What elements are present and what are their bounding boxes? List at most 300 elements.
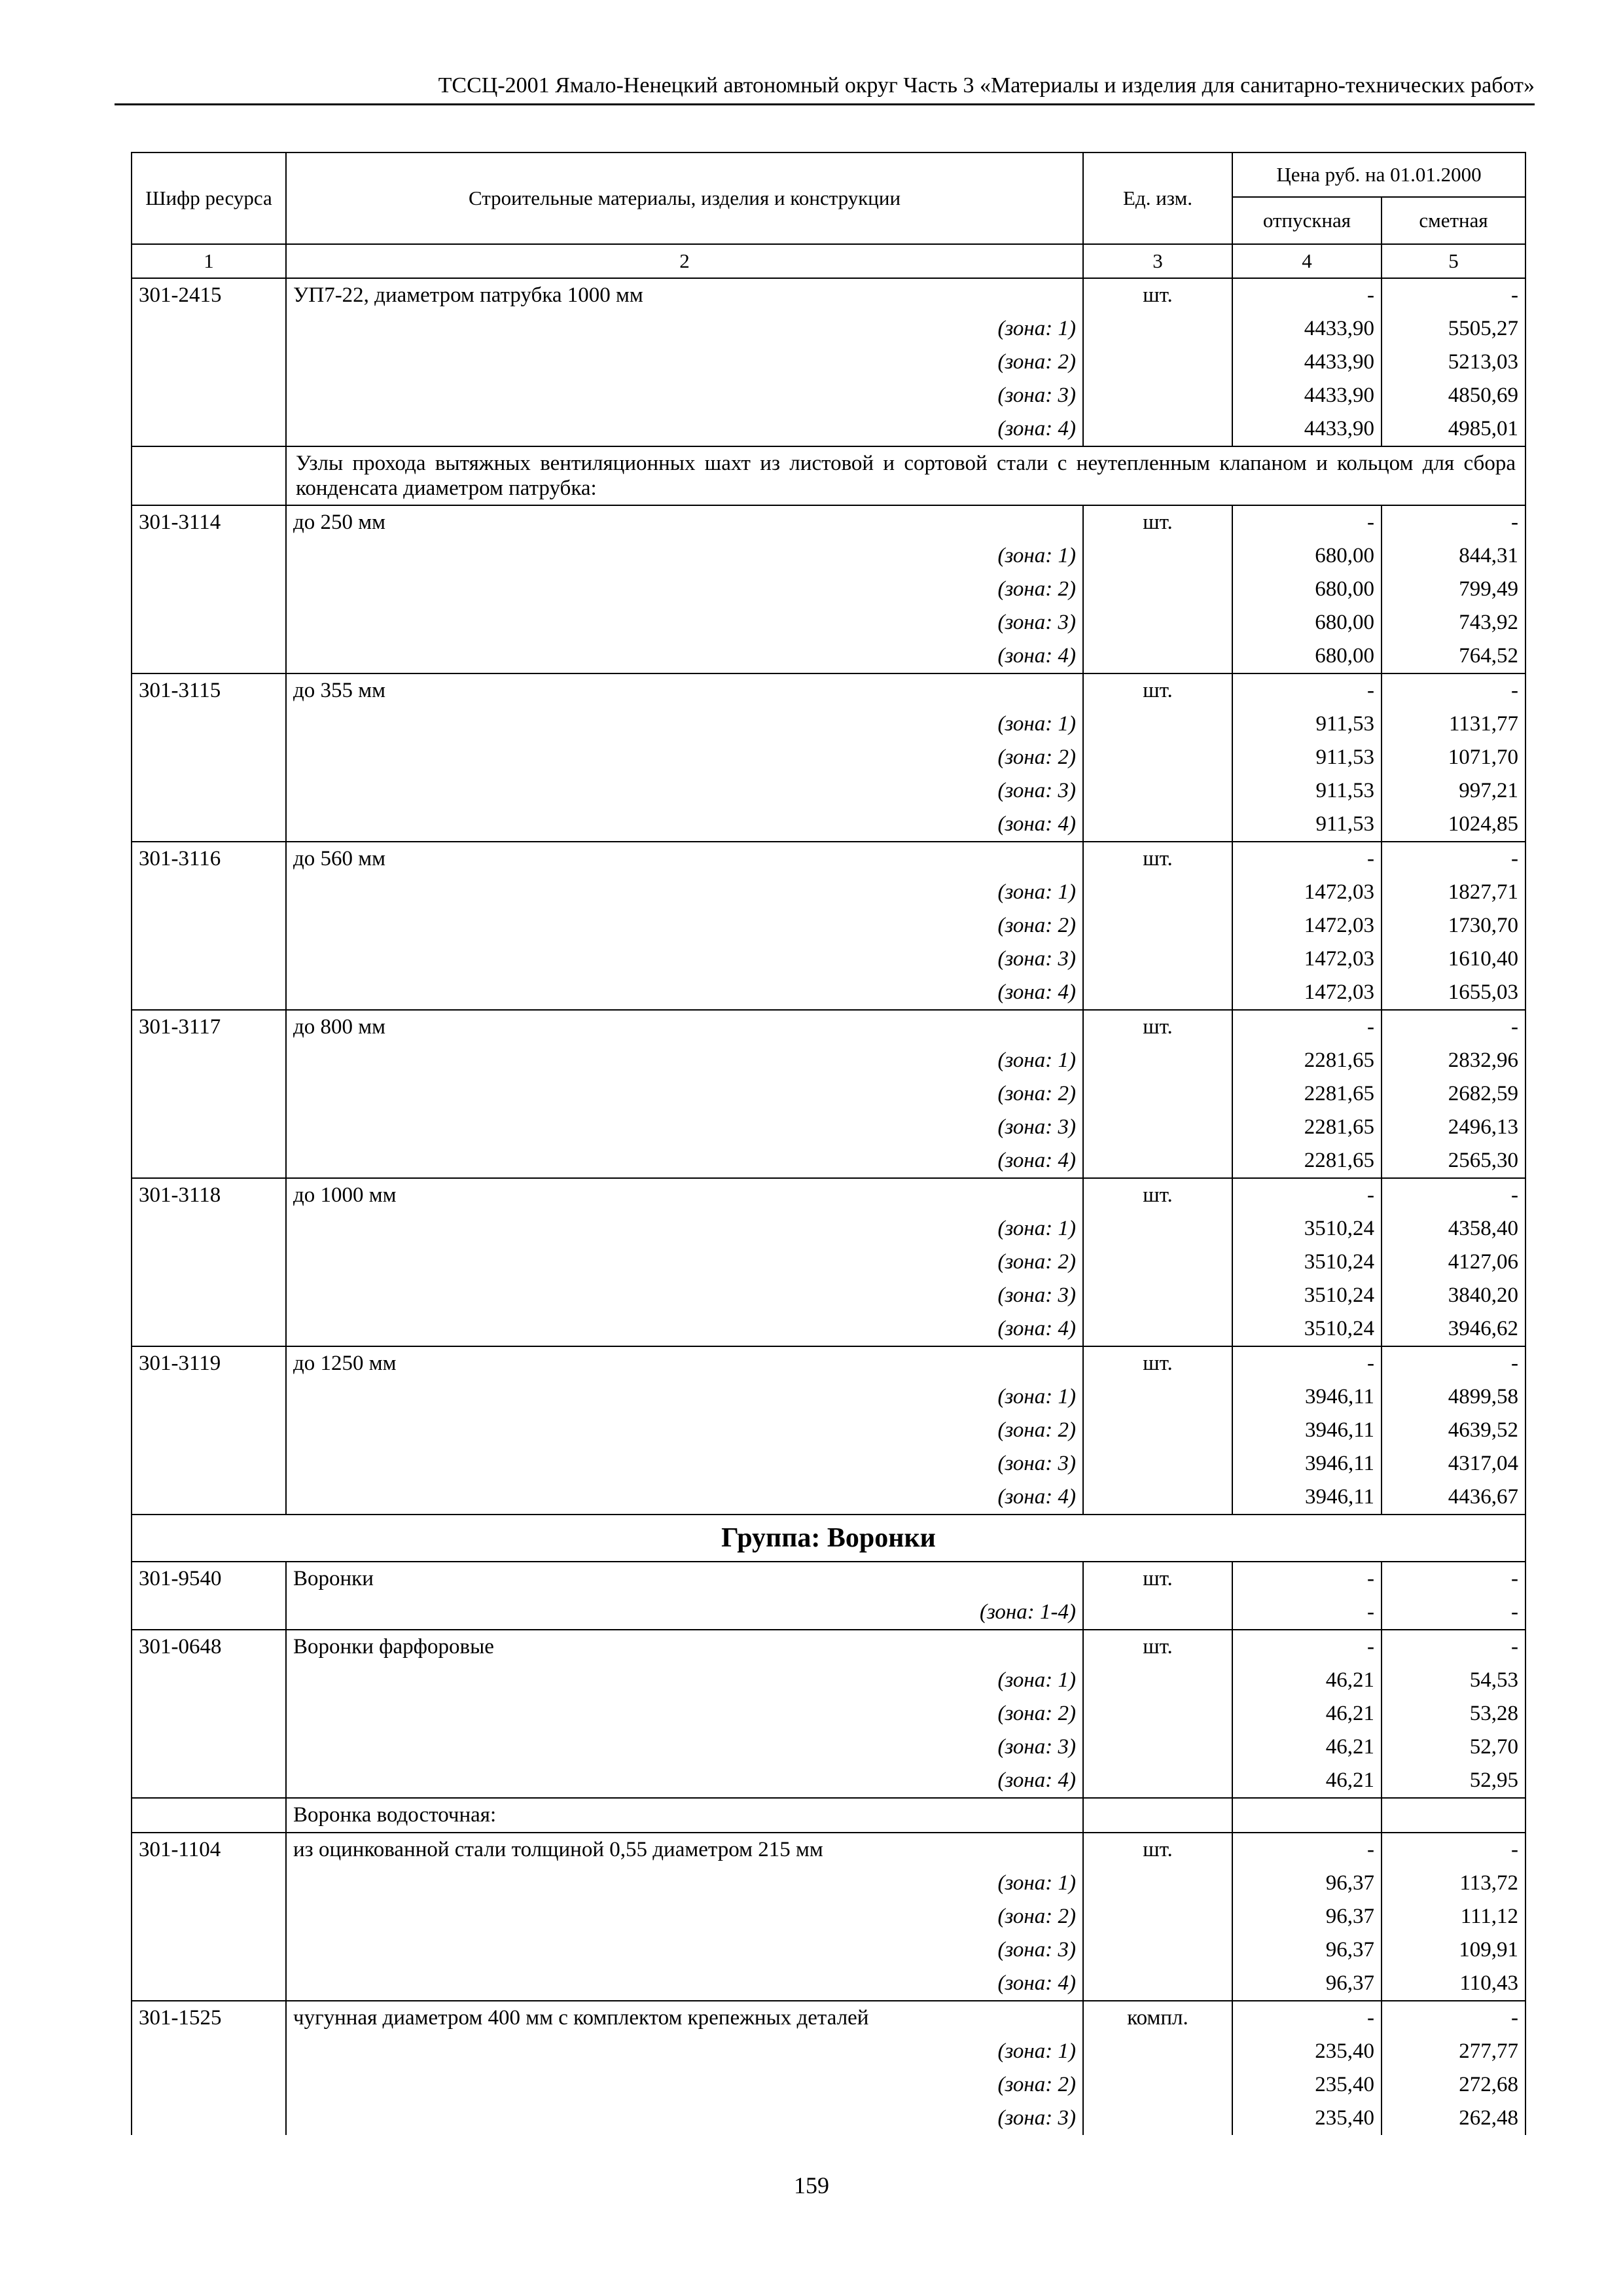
zone-label: (зона: 1)	[286, 539, 1083, 573]
zone-row	[132, 1900, 1525, 1933]
column-number: 4	[1232, 244, 1382, 278]
release-price: 911,53	[1232, 774, 1382, 808]
release-price: 4433,90	[1232, 379, 1382, 412]
zone-label: (зона: 2)	[286, 1414, 1083, 1447]
zone-row	[132, 1246, 1525, 1279]
empty-cell	[1083, 1212, 1232, 1246]
estimate-price: 272,68	[1382, 2068, 1525, 2102]
release-price: 3946,11	[1232, 1380, 1382, 1414]
column-number: 1	[132, 244, 286, 278]
release-price: -	[1232, 1346, 1382, 1380]
column-number: 3	[1083, 244, 1232, 278]
zone-row	[132, 1867, 1525, 1900]
zone-row	[132, 1144, 1525, 1178]
empty-cell	[132, 539, 286, 573]
resource-code: 301-3119	[132, 1346, 286, 1380]
table-row	[132, 1833, 1525, 1867]
empty-cell	[132, 379, 286, 412]
empty-cell	[1083, 2035, 1232, 2068]
empty-cell	[1083, 1731, 1232, 1764]
unit-cell: шт.	[1083, 1178, 1232, 1212]
empty-cell	[1083, 1480, 1232, 1515]
resource-code: 301-9540	[132, 1562, 286, 1596]
release-price: -	[1232, 1562, 1382, 1596]
subgroup-title: Воронка водосточная:	[286, 1798, 1083, 1833]
zone-label: (зона: 3)	[286, 1731, 1083, 1764]
empty-cell	[1083, 379, 1232, 412]
empty-cell	[132, 1312, 286, 1346]
empty-cell	[1083, 2102, 1232, 2135]
resource-code: 301-2415	[132, 278, 286, 312]
estimate-price: 262,48	[1382, 2102, 1525, 2135]
item-name: из оцинкованной стали толщиной 0,55 диаметром 215 мм	[286, 1833, 1083, 1867]
estimate-price: 113,72	[1382, 1867, 1525, 1900]
zone-label: (зона: 4)	[286, 1144, 1083, 1178]
zone-label: (зона: 2)	[286, 573, 1083, 606]
release-price: 46,21	[1232, 1731, 1382, 1764]
estimate-price: 4127,06	[1382, 1246, 1525, 1279]
header-name: Строительные материалы, изделия и конструкции	[286, 152, 1083, 244]
zone-label: (зона: 4)	[286, 1967, 1083, 2001]
empty-cell	[132, 1246, 286, 1279]
release-price: 4433,90	[1232, 412, 1382, 446]
zone-row	[132, 1212, 1525, 1246]
unit-cell: шт.	[1083, 1010, 1232, 1044]
table-row	[132, 1346, 1525, 1380]
release-price: 96,37	[1232, 1933, 1382, 1967]
estimate-price: 277,77	[1382, 2035, 1525, 2068]
release-price: 4433,90	[1232, 346, 1382, 379]
zone-label: (зона: 1-4)	[286, 1596, 1083, 1630]
empty-cell	[1083, 1414, 1232, 1447]
item-name: до 1250 мм	[286, 1346, 1083, 1380]
estimate-price: -	[1382, 2001, 1525, 2035]
empty-cell	[1083, 1967, 1232, 2001]
table-row	[132, 278, 1525, 312]
release-price: 2281,65	[1232, 1077, 1382, 1111]
subgroup-row	[132, 1798, 1525, 1833]
resource-code: 301-1525	[132, 2001, 286, 2035]
estimate-price: 3946,62	[1382, 1312, 1525, 1346]
release-price: -	[1232, 278, 1382, 312]
zone-label: (зона: 3)	[286, 1447, 1083, 1480]
release-price: 1472,03	[1232, 876, 1382, 909]
zone-row	[132, 909, 1525, 942]
zone-label: (зона: 3)	[286, 606, 1083, 639]
estimate-price: -	[1382, 1630, 1525, 1664]
zone-row	[132, 1596, 1525, 1630]
empty-cell	[1083, 346, 1232, 379]
zone-row	[132, 1764, 1525, 1798]
unit-cell: шт.	[1083, 842, 1232, 876]
empty-cell	[132, 1380, 286, 1414]
unit-cell: шт.	[1083, 1630, 1232, 1664]
estimate-price: 1827,71	[1382, 876, 1525, 909]
zone-row	[132, 942, 1525, 976]
estimate-price: 764,52	[1382, 639, 1525, 673]
estimate-price: -	[1382, 505, 1525, 539]
zone-row	[132, 774, 1525, 808]
release-price: -	[1232, 1630, 1382, 1664]
release-price: 680,00	[1232, 606, 1382, 639]
zone-row	[132, 379, 1525, 412]
empty-cell	[132, 1077, 286, 1111]
price-table	[131, 152, 1526, 2135]
resource-code: 301-3116	[132, 842, 286, 876]
empty-cell	[1083, 539, 1232, 573]
zone-row	[132, 1447, 1525, 1480]
item-name: до 800 мм	[286, 1010, 1083, 1044]
empty-cell	[1083, 1798, 1232, 1833]
zone-label: (зона: 1)	[286, 708, 1083, 741]
estimate-price: 53,28	[1382, 1697, 1525, 1731]
release-price: 46,21	[1232, 1764, 1382, 1798]
release-price: 46,21	[1232, 1664, 1382, 1697]
zone-label: (зона: 4)	[286, 1764, 1083, 1798]
table-row	[132, 2001, 1525, 2035]
estimate-price: -	[1382, 673, 1525, 708]
zone-label: (зона: 3)	[286, 1111, 1083, 1144]
empty-cell	[132, 1414, 286, 1447]
zone-label: (зона: 4)	[286, 1480, 1083, 1515]
zone-label: (зона: 3)	[286, 1933, 1083, 1967]
empty-cell	[132, 1900, 286, 1933]
release-price: 235,40	[1232, 2035, 1382, 2068]
estimate-price: 3840,20	[1382, 1279, 1525, 1312]
empty-cell	[1083, 1933, 1232, 1967]
zone-label: (зона: 2)	[286, 1697, 1083, 1731]
zone-row	[132, 741, 1525, 774]
estimate-price: 2565,30	[1382, 1144, 1525, 1178]
empty-cell	[132, 639, 286, 673]
release-price: -	[1232, 1178, 1382, 1212]
estimate-price: 110,43	[1382, 1967, 1525, 2001]
zone-row	[132, 1967, 1525, 2001]
estimate-price: 109,91	[1382, 1933, 1525, 1967]
unit-cell: шт.	[1083, 1562, 1232, 1596]
release-price: 96,37	[1232, 1867, 1382, 1900]
estimate-price: 1071,70	[1382, 741, 1525, 774]
zone-label: (зона: 1)	[286, 1212, 1083, 1246]
zone-row	[132, 1414, 1525, 1447]
zone-row	[132, 1044, 1525, 1077]
release-price: 46,21	[1232, 1697, 1382, 1731]
zone-row	[132, 876, 1525, 909]
empty-cell	[132, 1480, 286, 1515]
zone-label: (зона: 4)	[286, 808, 1083, 842]
table-body	[132, 278, 1525, 2135]
table-row	[132, 842, 1525, 876]
empty-cell	[132, 1212, 286, 1246]
zone-row	[132, 2068, 1525, 2102]
empty-cell	[132, 1967, 286, 2001]
empty-cell	[132, 1144, 286, 1178]
empty-cell	[132, 1798, 286, 1833]
estimate-price: -	[1382, 1346, 1525, 1380]
empty-cell	[1083, 312, 1232, 346]
estimate-price: 5505,27	[1382, 312, 1525, 346]
table-row	[132, 1010, 1525, 1044]
zone-row	[132, 346, 1525, 379]
zone-label: (зона: 2)	[286, 1077, 1083, 1111]
estimate-price: 111,12	[1382, 1900, 1525, 1933]
release-price: 1472,03	[1232, 976, 1382, 1010]
estimate-price: 2496,13	[1382, 1111, 1525, 1144]
release-price: 3946,11	[1232, 1480, 1382, 1515]
zone-row	[132, 1731, 1525, 1764]
empty-cell	[1083, 2068, 1232, 2102]
zone-label: (зона: 2)	[286, 346, 1083, 379]
empty-cell	[1083, 1279, 1232, 1312]
empty-cell	[1083, 573, 1232, 606]
empty-cell	[132, 876, 286, 909]
empty-cell	[132, 1044, 286, 1077]
zone-label: (зона: 3)	[286, 2102, 1083, 2135]
estimate-price: 5213,03	[1382, 346, 1525, 379]
empty-cell	[132, 1111, 286, 1144]
release-price: -	[1232, 505, 1382, 539]
release-price: 911,53	[1232, 808, 1382, 842]
zone-label: (зона: 1)	[286, 1044, 1083, 1077]
header-release: отпускная	[1232, 197, 1382, 244]
table-row	[132, 1562, 1525, 1596]
empty-cell	[132, 774, 286, 808]
empty-cell	[1083, 1596, 1232, 1630]
section-note-row	[132, 446, 1525, 505]
column-number: 5	[1382, 244, 1525, 278]
release-price: -	[1232, 1010, 1382, 1044]
page-header: ТССЦ-2001 Ямало-Ненецкий автономный округ Часть 3 «Материалы и изделия для санитарно-технических работ»	[115, 72, 1535, 105]
zone-row	[132, 1480, 1525, 1515]
zone-label: (зона: 1)	[286, 2035, 1083, 2068]
empty-cell	[1083, 1764, 1232, 1798]
estimate-price: 2832,96	[1382, 1044, 1525, 1077]
zone-label: (зона: 3)	[286, 942, 1083, 976]
item-name: чугунная диаметром 400 мм с комплектом крепежных деталей	[286, 2001, 1083, 2035]
zone-label: (зона: 4)	[286, 1312, 1083, 1346]
zone-label: (зона: 4)	[286, 639, 1083, 673]
table-row	[132, 1178, 1525, 1212]
empty-cell	[1083, 606, 1232, 639]
empty-cell	[1083, 1144, 1232, 1178]
table-row	[132, 1630, 1525, 1664]
release-price: 3946,11	[1232, 1414, 1382, 1447]
release-price: 2281,65	[1232, 1144, 1382, 1178]
empty-cell	[132, 1596, 286, 1630]
empty-cell	[132, 808, 286, 842]
estimate-price: 4850,69	[1382, 379, 1525, 412]
empty-cell	[132, 346, 286, 379]
estimate-price: 4436,67	[1382, 1480, 1525, 1515]
release-price: -	[1232, 1833, 1382, 1867]
zone-row	[132, 976, 1525, 1010]
release-price: 680,00	[1232, 539, 1382, 573]
zone-label: (зона: 4)	[286, 412, 1083, 446]
item-name: УП7-22, диаметром патрубка 1000 мм	[286, 278, 1083, 312]
release-price: -	[1232, 1596, 1382, 1630]
release-price: 235,40	[1232, 2102, 1382, 2135]
unit-cell: шт.	[1083, 505, 1232, 539]
empty-cell	[132, 606, 286, 639]
resource-code: 301-3118	[132, 1178, 286, 1212]
empty-cell	[132, 412, 286, 446]
empty-cell	[1083, 1312, 1232, 1346]
zone-label: (зона: 2)	[286, 909, 1083, 942]
empty-cell	[132, 312, 286, 346]
header-estimate: сметная	[1382, 197, 1525, 244]
zone-row	[132, 2035, 1525, 2068]
empty-cell	[1083, 1044, 1232, 1077]
empty-cell	[1083, 1900, 1232, 1933]
release-price: 1472,03	[1232, 909, 1382, 942]
zone-row	[132, 708, 1525, 741]
estimate-price: 2682,59	[1382, 1077, 1525, 1111]
item-name: до 250 мм	[286, 505, 1083, 539]
zone-row	[132, 1380, 1525, 1414]
release-price: -	[1232, 842, 1382, 876]
estimate-price: -	[1382, 842, 1525, 876]
estimate-price: 844,31	[1382, 539, 1525, 573]
empty-cell	[1382, 1798, 1525, 1833]
zone-label: (зона: 3)	[286, 1279, 1083, 1312]
release-price: 3510,24	[1232, 1212, 1382, 1246]
estimate-price: 52,70	[1382, 1731, 1525, 1764]
empty-cell	[132, 446, 286, 505]
release-price: 680,00	[1232, 573, 1382, 606]
zone-row	[132, 639, 1525, 673]
empty-cell	[1083, 909, 1232, 942]
estimate-price: 997,21	[1382, 774, 1525, 808]
release-price: 911,53	[1232, 708, 1382, 741]
zone-row	[132, 1077, 1525, 1111]
empty-cell	[1083, 1697, 1232, 1731]
empty-cell	[132, 2102, 286, 2135]
zone-label: (зона: 2)	[286, 1246, 1083, 1279]
release-price: 96,37	[1232, 1967, 1382, 2001]
empty-cell	[1083, 708, 1232, 741]
header-code: Шифр ресурса	[132, 152, 286, 244]
item-name: до 560 мм	[286, 842, 1083, 876]
header-unit: Ед. изм.	[1083, 152, 1232, 244]
zone-row	[132, 1279, 1525, 1312]
empty-cell	[132, 976, 286, 1010]
estimate-price: -	[1382, 1562, 1525, 1596]
empty-cell	[1083, 639, 1232, 673]
estimate-price: 54,53	[1382, 1664, 1525, 1697]
zone-row	[132, 312, 1525, 346]
release-price: -	[1232, 2001, 1382, 2035]
estimate-price: 4639,52	[1382, 1414, 1525, 1447]
estimate-price: 4985,01	[1382, 412, 1525, 446]
zone-label: (зона: 3)	[286, 774, 1083, 808]
release-price: 2281,65	[1232, 1044, 1382, 1077]
empty-cell	[1083, 1246, 1232, 1279]
empty-cell	[1083, 412, 1232, 446]
group-title: Группа: Воронки	[132, 1515, 1525, 1562]
unit-cell: компл.	[1083, 2001, 1232, 2035]
resource-code: 301-1104	[132, 1833, 286, 1867]
empty-cell	[1083, 976, 1232, 1010]
resource-code: 301-3114	[132, 505, 286, 539]
release-price: 4433,90	[1232, 312, 1382, 346]
zone-label: (зона: 2)	[286, 1900, 1083, 1933]
empty-cell	[132, 2068, 286, 2102]
estimate-price: 799,49	[1382, 573, 1525, 606]
item-name: Воронки фарфоровые	[286, 1630, 1083, 1664]
zone-row	[132, 1111, 1525, 1144]
empty-cell	[132, 1697, 286, 1731]
estimate-price: 1131,77	[1382, 708, 1525, 741]
table-row	[132, 505, 1525, 539]
release-price: 3510,24	[1232, 1312, 1382, 1346]
empty-cell	[1083, 1447, 1232, 1480]
zone-row	[132, 2102, 1525, 2135]
empty-cell	[1083, 876, 1232, 909]
release-price: 2281,65	[1232, 1111, 1382, 1144]
empty-cell	[132, 708, 286, 741]
estimate-price: 4317,04	[1382, 1447, 1525, 1480]
estimate-price: -	[1382, 278, 1525, 312]
zone-row	[132, 808, 1525, 842]
zone-label: (зона: 1)	[286, 312, 1083, 346]
release-price: 1472,03	[1232, 942, 1382, 976]
empty-cell	[132, 1731, 286, 1764]
estimate-price: 4358,40	[1382, 1212, 1525, 1246]
empty-cell	[132, 1867, 286, 1900]
release-price: 3510,24	[1232, 1246, 1382, 1279]
empty-cell	[1083, 1380, 1232, 1414]
empty-cell	[132, 909, 286, 942]
unit-cell: шт.	[1083, 278, 1232, 312]
empty-cell	[1083, 774, 1232, 808]
estimate-price: -	[1382, 1833, 1525, 1867]
table-row	[132, 673, 1525, 708]
zone-row	[132, 573, 1525, 606]
estimate-price: 4899,58	[1382, 1380, 1525, 1414]
empty-cell	[1083, 942, 1232, 976]
estimate-price: 1610,40	[1382, 942, 1525, 976]
empty-cell	[1083, 1867, 1232, 1900]
group-row	[132, 1515, 1525, 1562]
empty-cell	[1083, 1077, 1232, 1111]
estimate-price: -	[1382, 1178, 1525, 1212]
header-price: Цена руб. на 01.01.2000	[1232, 152, 1525, 197]
estimate-price: -	[1382, 1010, 1525, 1044]
empty-cell	[1232, 1798, 1382, 1833]
release-price: 3510,24	[1232, 1279, 1382, 1312]
release-price: -	[1232, 673, 1382, 708]
item-name: до 355 мм	[286, 673, 1083, 708]
unit-cell: шт.	[1083, 1346, 1232, 1380]
estimate-price: 52,95	[1382, 1764, 1525, 1798]
zone-row	[132, 412, 1525, 446]
estimate-price: 743,92	[1382, 606, 1525, 639]
zone-row	[132, 606, 1525, 639]
unit-cell: шт.	[1083, 1833, 1232, 1867]
release-price: 235,40	[1232, 2068, 1382, 2102]
empty-cell	[132, 573, 286, 606]
estimate-price: 1655,03	[1382, 976, 1525, 1010]
release-price: 680,00	[1232, 639, 1382, 673]
empty-cell	[132, 1933, 286, 1967]
estimate-price: 1024,85	[1382, 808, 1525, 842]
unit-cell: шт.	[1083, 673, 1232, 708]
item-name: до 1000 мм	[286, 1178, 1083, 1212]
page-number: 159	[794, 2172, 829, 2198]
empty-cell	[132, 1764, 286, 1798]
empty-cell	[132, 741, 286, 774]
empty-cell	[1083, 1111, 1232, 1144]
